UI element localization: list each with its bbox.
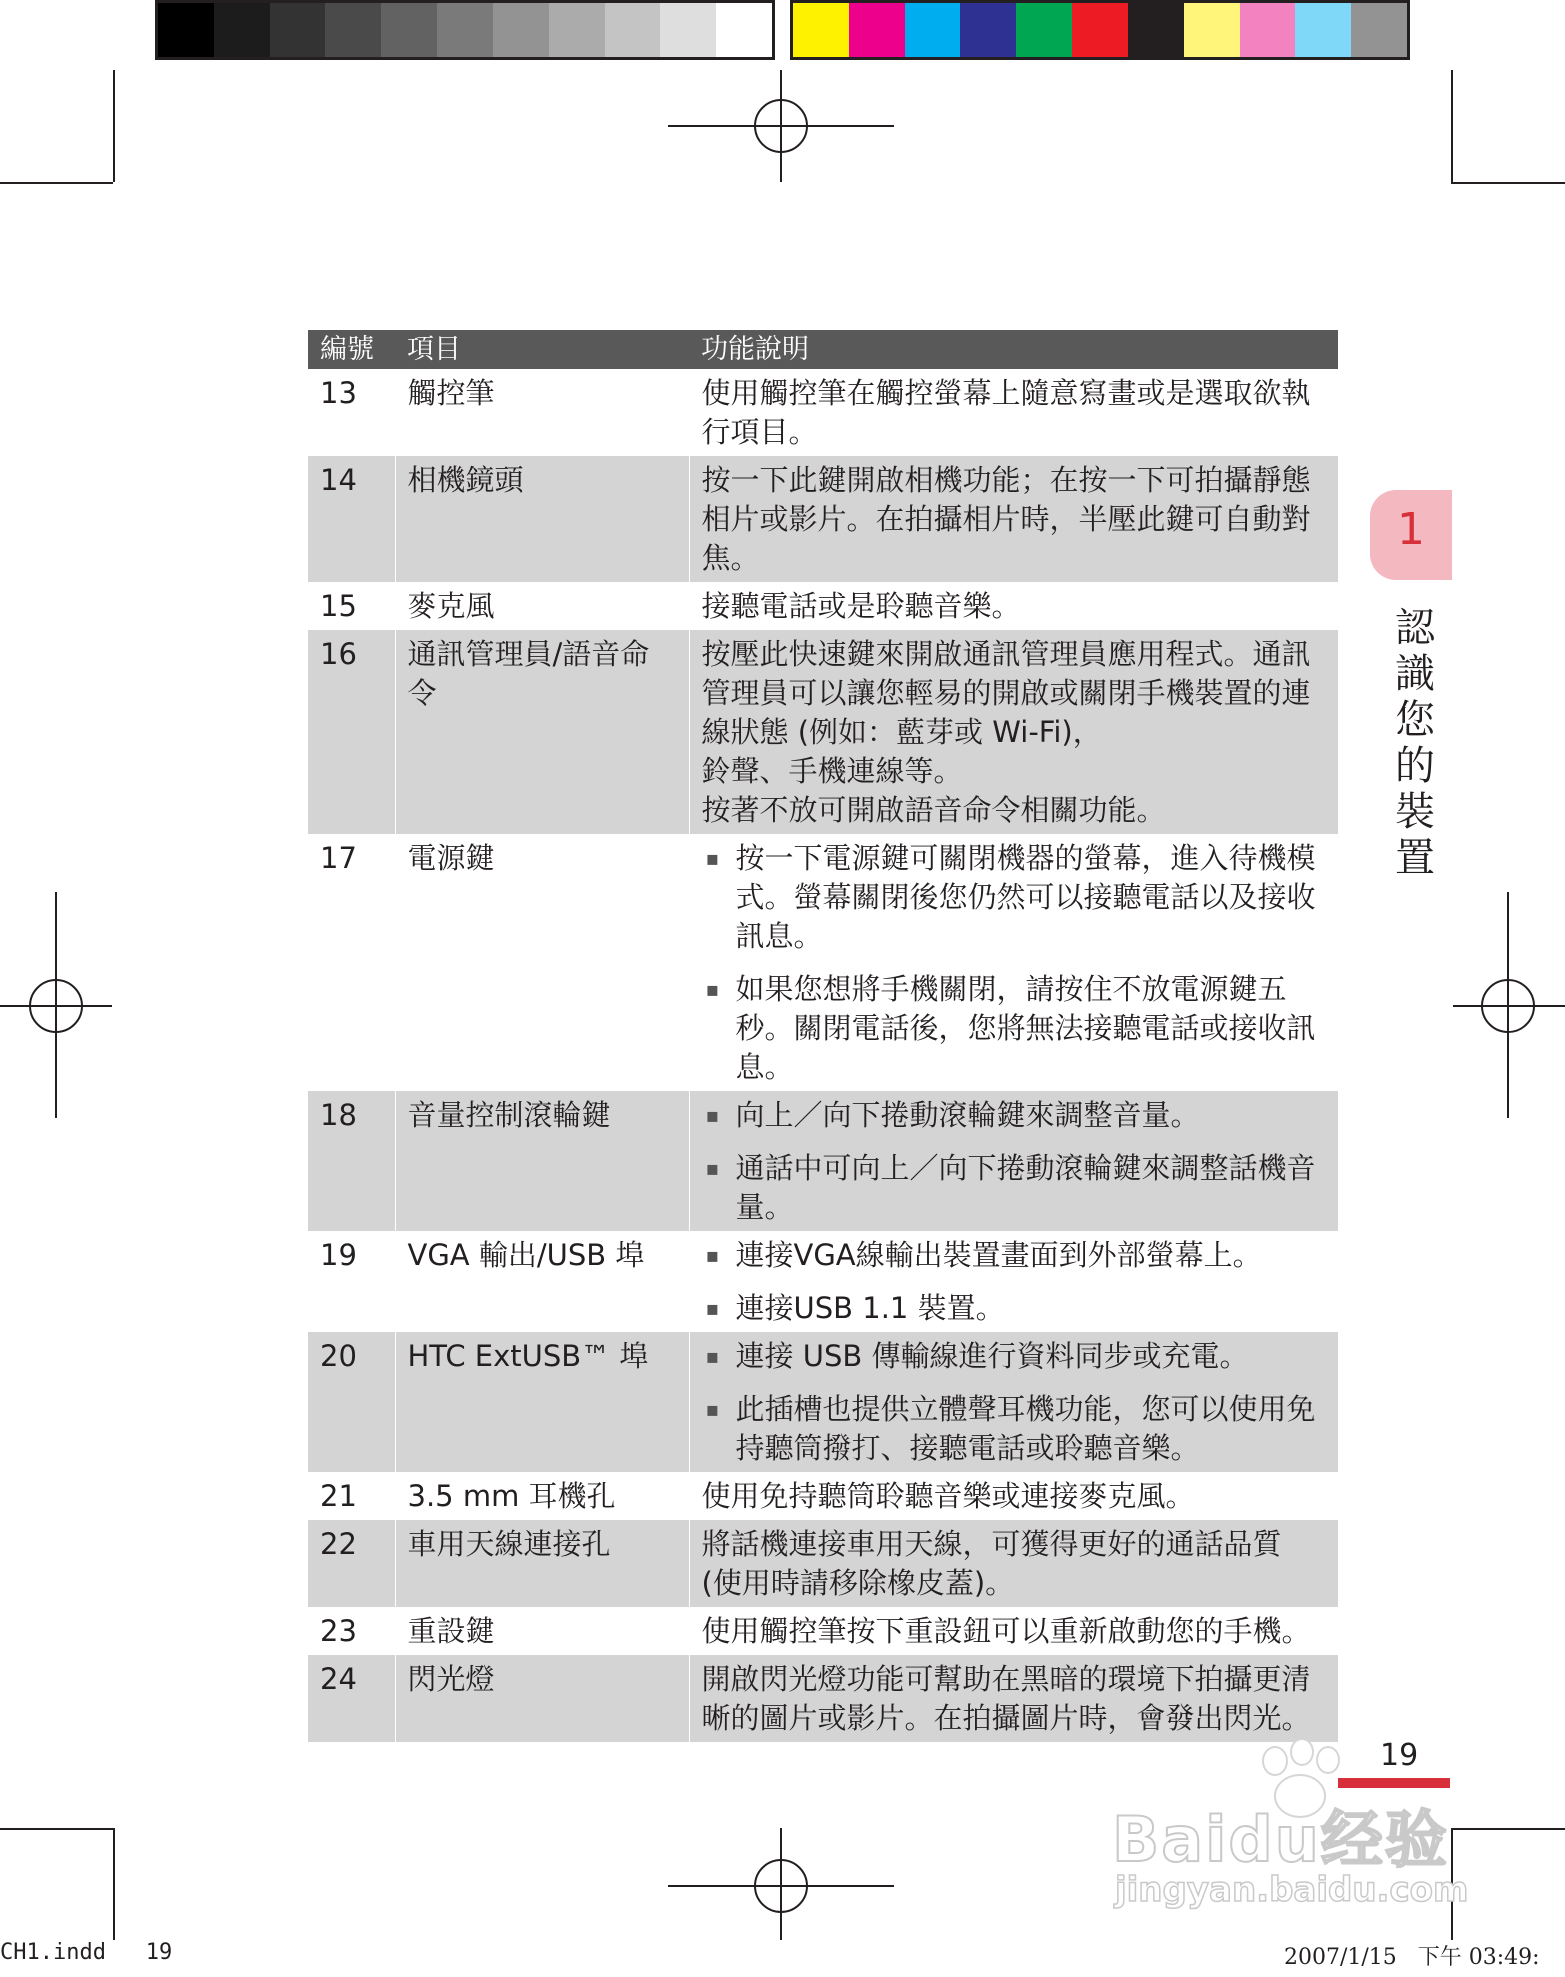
table-row xyxy=(308,834,1338,1091)
gray-swatch xyxy=(270,3,326,57)
row-description xyxy=(689,1520,1338,1607)
row-number: 13 xyxy=(320,376,357,410)
table-row xyxy=(308,369,1338,456)
row-description xyxy=(689,1472,1338,1520)
header-number: 編號 xyxy=(308,330,395,369)
color-swatch xyxy=(1016,3,1072,57)
description-line: 使用觸控筆按下重設鈕可以重新啟動您的手機。 xyxy=(701,1614,1311,1648)
chapter-title-char: 您 xyxy=(1395,697,1435,743)
table-row xyxy=(308,582,1338,630)
description-bullet: ▪ 向上／向下捲動滾輪鍵來調整音量。 xyxy=(702,1096,1327,1135)
chapter-title xyxy=(1393,605,1437,881)
crop-mark-bottom-left-v xyxy=(113,1828,115,1940)
row-number: 15 xyxy=(320,589,357,623)
slug-timestamp: 2007/1/15 下午 03:49: xyxy=(1284,1945,1540,1970)
header-item: 項目 xyxy=(395,330,689,369)
watermark-paw-toe2-icon xyxy=(1316,1746,1340,1774)
row-item: 麥克風 xyxy=(395,582,689,630)
row-item: 相機鏡頭 xyxy=(395,456,689,582)
color-swatch xyxy=(1351,3,1407,57)
row-number: 18 xyxy=(308,1091,395,1231)
gray-swatch xyxy=(214,3,270,57)
table-row xyxy=(308,1607,1338,1655)
table-row xyxy=(308,1231,1338,1332)
page-number-rule xyxy=(1338,1778,1450,1788)
row-number: 17 xyxy=(320,841,357,875)
table-row xyxy=(308,630,1338,834)
table-row xyxy=(308,1332,1338,1472)
description-line: 按一下此鍵開啟相機功能；在按一下可拍攝靜態相片或影片。在拍攝相片時，半壓此鍵可自動對焦。 xyxy=(701,463,1311,575)
header-description: 功能說明 xyxy=(689,330,1338,369)
row-number: 14 xyxy=(308,456,395,582)
gray-swatch xyxy=(381,3,437,57)
table-body xyxy=(308,369,1338,1742)
color-swatch xyxy=(1240,3,1296,57)
chapter-title-char: 的 xyxy=(1395,743,1435,789)
color-swatch xyxy=(1128,3,1184,57)
table-header-row xyxy=(308,330,1338,369)
gray-swatch xyxy=(549,3,605,57)
table-row xyxy=(308,1091,1338,1231)
row-description xyxy=(689,834,1338,1091)
crop-mark-top-left-v xyxy=(113,70,115,182)
description-line: 接聽電話或是聆聽音樂。 xyxy=(701,589,1021,623)
row-item: VGA 輸出/USB 埠 xyxy=(395,1231,689,1332)
description-bullet: ▪ 連接VGA線輸出裝置畫面到外部螢幕上。 xyxy=(702,1236,1327,1275)
row-description xyxy=(689,1607,1338,1655)
color-swatch xyxy=(960,3,1016,57)
row-item: 電源鍵 xyxy=(395,834,689,1091)
row-description xyxy=(689,630,1338,834)
gray-swatch xyxy=(493,3,549,57)
chapter-title-char: 識 xyxy=(1395,651,1435,697)
crop-mark-top-right-v xyxy=(1451,70,1453,182)
chapter-title-char: 認 xyxy=(1395,605,1435,651)
description-line: 按著不放可開啟語音命令相關功能。 xyxy=(701,793,1166,827)
description-bullet: ▪ 此插槽也提供立體聲耳機功能，您可以使用免持聽筒撥打、接聽電話或聆聽音樂。 xyxy=(702,1390,1327,1468)
row-description xyxy=(689,1655,1338,1742)
description-line: 鈴聲、手機連線等。 xyxy=(701,754,963,788)
row-item: 音量控制滾輪鍵 xyxy=(395,1091,689,1231)
row-number: 19 xyxy=(320,1238,357,1272)
description-line: 開啟閃光燈功能可幫助在黑暗的環境下拍攝更清晰的圖片或影片。在拍攝圖片時，會發出閃光。 xyxy=(701,1662,1311,1735)
bottom-registration-mark xyxy=(754,1859,808,1913)
watermark-logo: Baidu经验 xyxy=(1112,1803,1449,1876)
row-number: 16 xyxy=(308,630,395,834)
row-description xyxy=(689,1332,1338,1472)
table-row xyxy=(308,1655,1338,1742)
chapter-title-char: 置 xyxy=(1395,835,1435,881)
top-registration-mark xyxy=(754,99,808,153)
row-description xyxy=(689,456,1338,582)
description-line: 使用觸控筆在觸控螢幕上隨意寫畫或是選取欲執行項目。 xyxy=(701,376,1311,449)
row-item: 重設鍵 xyxy=(395,1607,689,1655)
row-description xyxy=(689,369,1338,456)
gray-swatch xyxy=(716,3,772,57)
table-row xyxy=(308,1472,1338,1520)
row-item: 觸控筆 xyxy=(395,369,689,456)
row-number: 21 xyxy=(320,1479,357,1513)
crop-mark-bottom-right-h xyxy=(1451,1828,1565,1830)
chapter-title-char: 裝 xyxy=(1395,789,1435,835)
gray-swatch xyxy=(660,3,716,57)
row-item: 車用天線連接孔 xyxy=(395,1520,689,1607)
table-row xyxy=(308,456,1338,582)
right-registration-mark xyxy=(1481,979,1535,1033)
gray-swatch xyxy=(325,3,381,57)
process-color-bar xyxy=(790,0,1410,60)
watermark-paw-icon xyxy=(1262,1746,1288,1776)
row-description xyxy=(689,1091,1338,1231)
left-registration-mark xyxy=(29,979,83,1033)
row-description xyxy=(689,582,1338,630)
grayscale-color-bar xyxy=(155,0,775,60)
description-bullet: ▪ 連接 USB 傳輸線進行資料同步或充電。 xyxy=(702,1337,1327,1376)
description-line: 將話機連接車用天線，可獲得更好的通話品質 (使用時請移除橡皮蓋)。 xyxy=(701,1527,1282,1600)
row-item: HTC ExtUSB™ 埠 xyxy=(395,1332,689,1472)
gray-swatch xyxy=(605,3,661,57)
row-number: 20 xyxy=(308,1332,395,1472)
chapter-tab xyxy=(1370,490,1452,580)
color-swatch xyxy=(1295,3,1351,57)
description-bullet: ▪ 連接USB 1.1 裝置。 xyxy=(702,1289,1327,1328)
watermark-url: jingyan.baidu.com xyxy=(1115,1870,1469,1910)
crop-mark-bottom-left-h xyxy=(0,1828,113,1830)
color-swatch xyxy=(793,3,849,57)
table-row xyxy=(308,1520,1338,1607)
watermark-paw-toe-icon xyxy=(1290,1738,1314,1766)
slug-file-info: CH1.indd 19 xyxy=(0,1940,173,1965)
crop-mark-top-right-h xyxy=(1451,182,1565,184)
row-description xyxy=(689,1231,1338,1332)
chapter-number: 1 xyxy=(1397,504,1425,555)
color-swatch xyxy=(905,3,961,57)
color-swatch xyxy=(1072,3,1128,57)
description-bullet: ▪ 如果您想將手機關閉，請按住不放電源鍵五秒。關閉電話後，您將無法接聽電話或接收訊息。 xyxy=(702,970,1327,1087)
row-number: 24 xyxy=(308,1655,395,1742)
description-bullet: ▪ 按一下電源鍵可關閉機器的螢幕，進入待機模式。螢幕關閉後您仍然可以接聽電話以及接收訊息。 xyxy=(702,839,1327,956)
gray-swatch xyxy=(158,3,214,57)
color-swatch xyxy=(849,3,905,57)
row-item: 3.5 mm 耳機孔 xyxy=(395,1472,689,1520)
row-number: 22 xyxy=(308,1520,395,1607)
feature-spec-table xyxy=(308,330,1338,1742)
description-bullet: ▪ 通話中可向上／向下捲動滾輪鍵來調整話機音量。 xyxy=(702,1149,1327,1227)
description-line: 按壓此快速鍵來開啟通訊管理員應用程式。通訊管理員可以讓您輕易的開啟或關閉手機裝置的連線狀態 (例如：藍芽或 Wi-Fi)， xyxy=(701,637,1311,749)
crop-mark-top-left-h xyxy=(0,182,113,184)
description-line: 使用免持聽筒聆聽音樂或連接麥克風。 xyxy=(701,1479,1195,1513)
color-swatch xyxy=(1184,3,1240,57)
row-number: 23 xyxy=(320,1614,357,1648)
row-item: 閃光燈 xyxy=(395,1655,689,1742)
page-number: 19 xyxy=(1380,1738,1419,1773)
gray-swatch xyxy=(437,3,493,57)
row-item: 通訊管理員/語音命令 xyxy=(395,630,689,834)
